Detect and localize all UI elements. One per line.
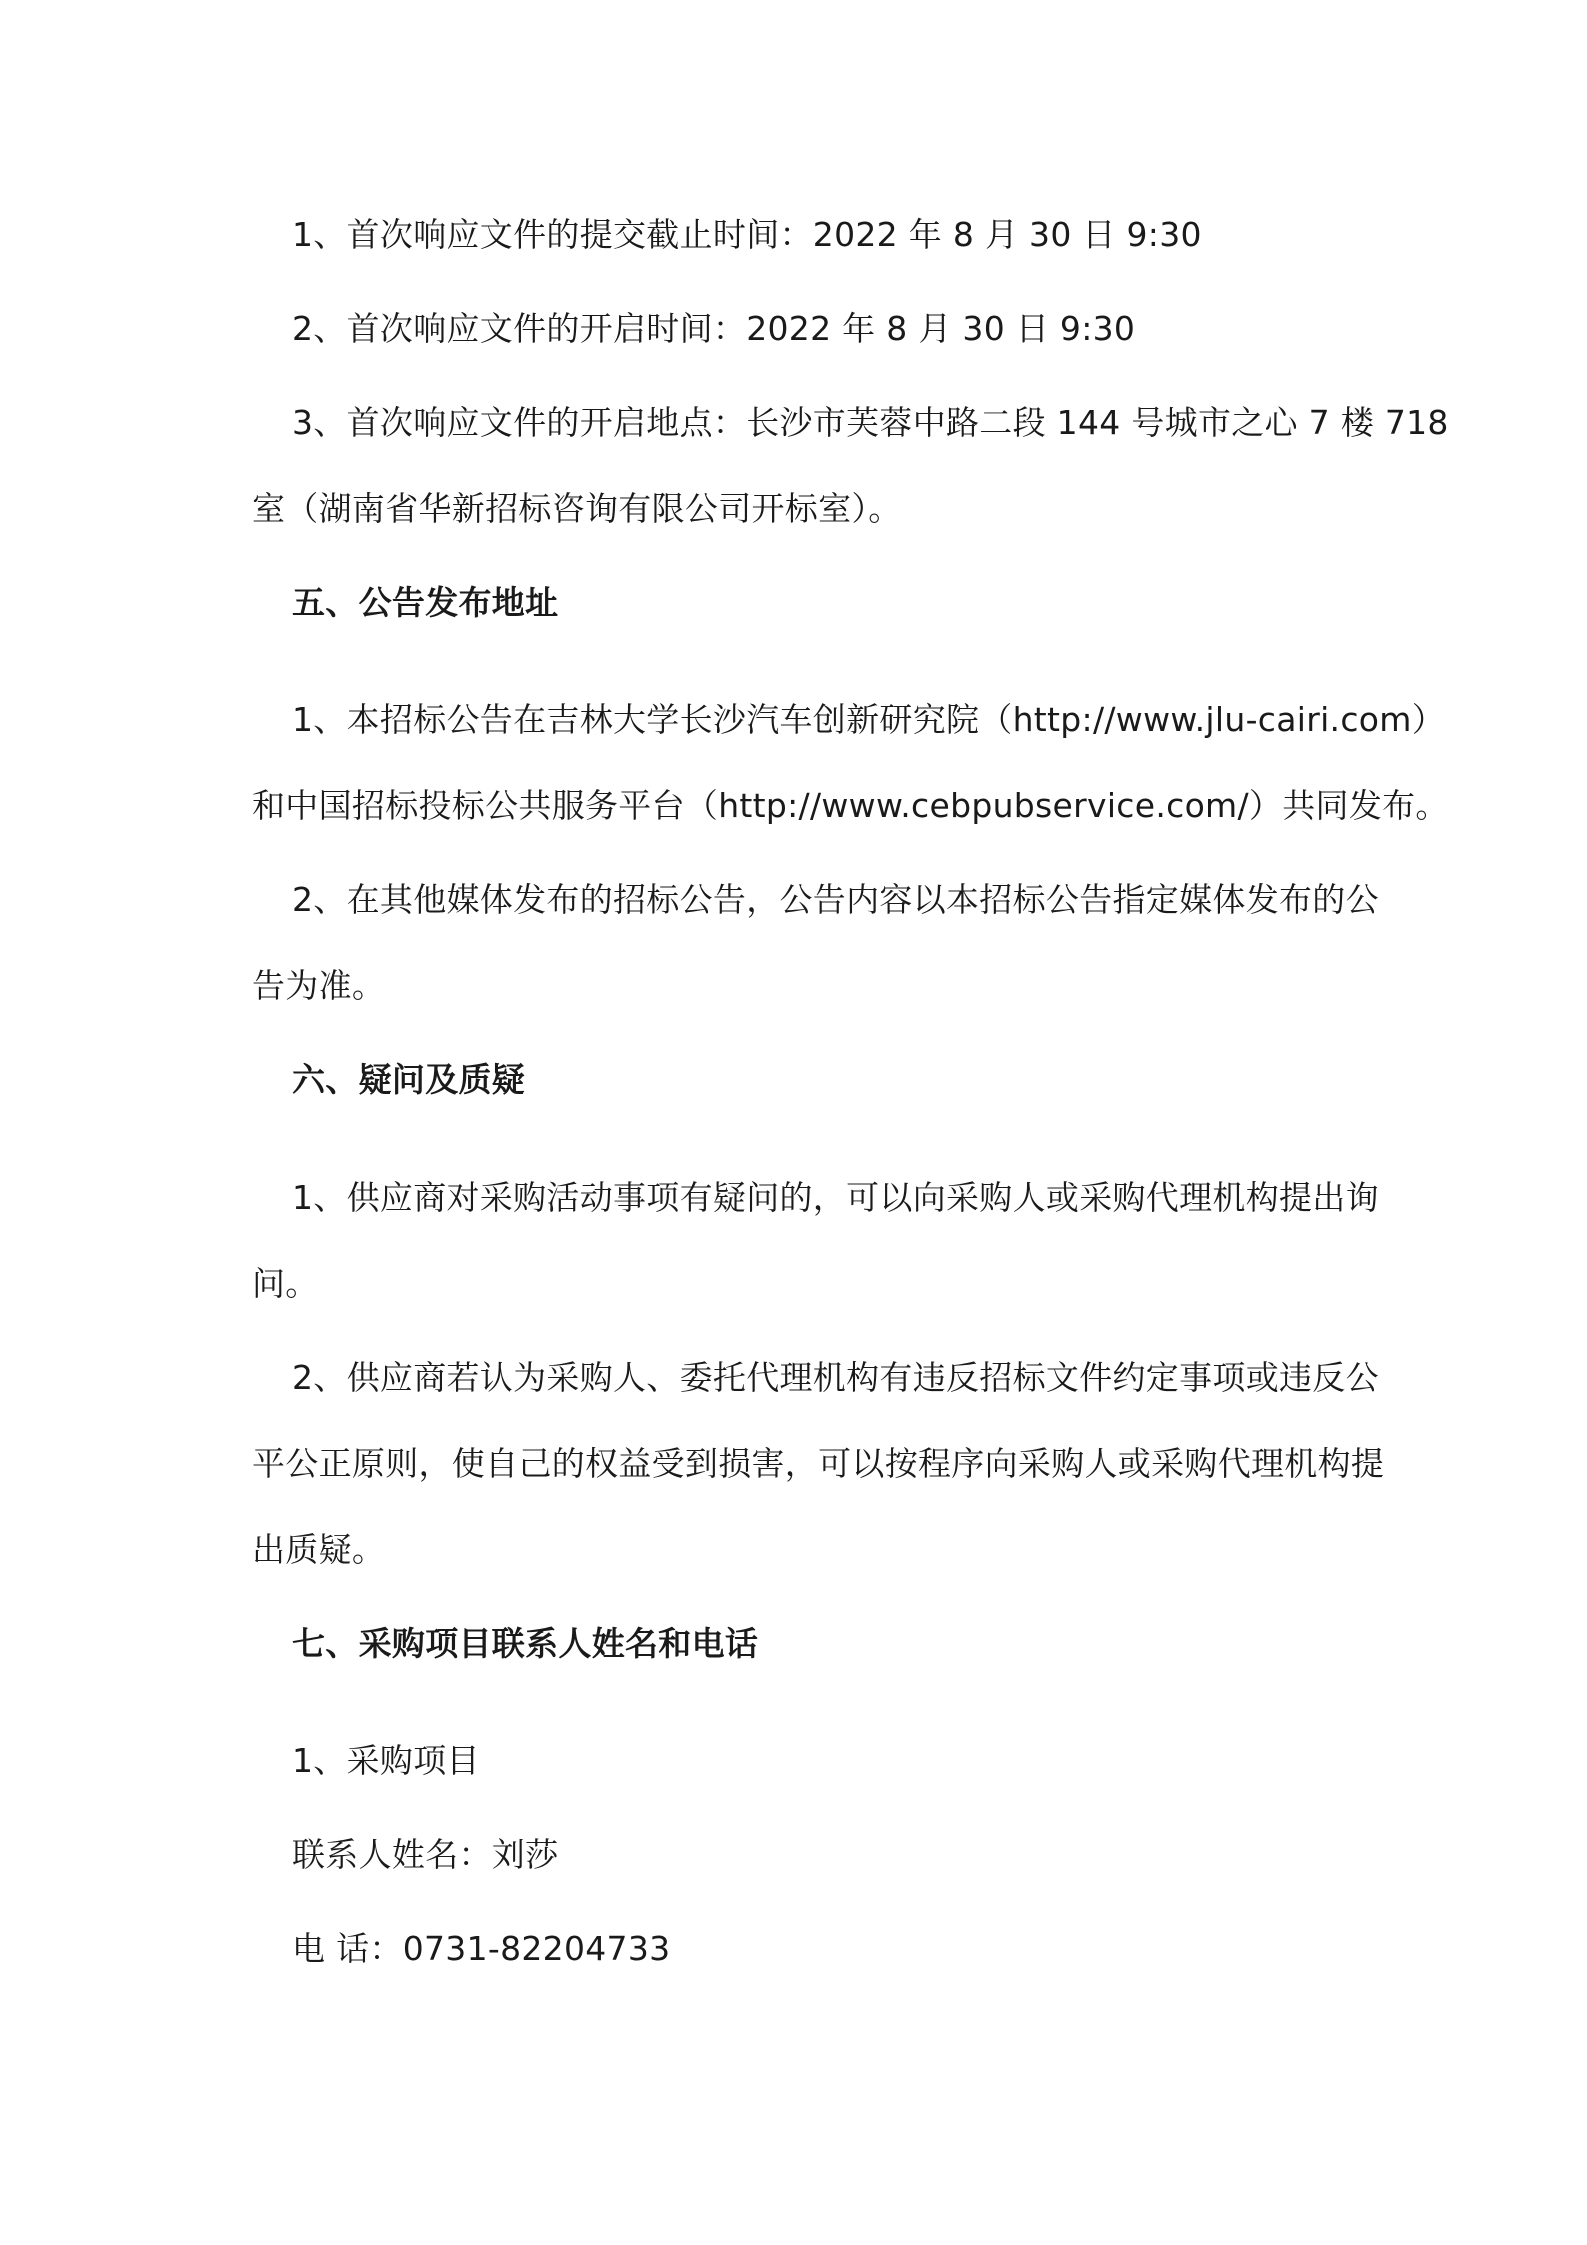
inquiry-line1: 1、供应商对采购活动事项有疑问的，可以向采购人或采购代理机构提出询 — [292, 1178, 1379, 1217]
opening-location-line1: 3、首次响应文件的开启地点：长沙市芙蓉中路二段 144 号城市之心 7 楼 718 — [292, 403, 1449, 442]
challenge-line1: 2、供应商若认为采购人、委托代理机构有违反招标文件约定事项或违反公 — [292, 1358, 1379, 1397]
challenge-line3: 出质疑。 — [252, 1530, 386, 1569]
opening-location-line2: 室（湖南省华新招标咨询有限公司开标室）。 — [252, 489, 902, 528]
publish-site-line2: 和中国招标投标公共服务平台（http://www.cebpubservice.com/）共同发布。 — [252, 786, 1449, 825]
procurement-project-label: 1、采购项目 — [292, 1741, 480, 1780]
challenge-line2: 平公正原则，使自己的权益受到损害，可以按程序向采购人或采购代理机构提 — [252, 1444, 1385, 1483]
contact-name: 联系人姓名：刘莎 — [292, 1835, 559, 1874]
opening-time: 2、首次响应文件的开启时间：2022 年 8 月 30 日 9:30 — [292, 309, 1136, 348]
section-six-heading: 六、疑问及质疑 — [292, 1060, 526, 1099]
inquiry-line2: 问。 — [252, 1264, 319, 1303]
media-note-line1: 2、在其他媒体发布的招标公告，公告内容以本招标公告指定媒体发布的公 — [292, 880, 1379, 919]
section-seven-heading: 七、采购项目联系人姓名和电话 — [292, 1624, 759, 1663]
submission-deadline: 1、首次响应文件的提交截止时间：2022 年 8 月 30 日 9:30 — [292, 215, 1202, 254]
publish-site-line1: 1、本招标公告在吉林大学长沙汽车创新研究院（http://www.jlu-cairi.com） — [292, 700, 1446, 739]
section-five-heading: 五、公告发布地址 — [292, 583, 559, 622]
media-note-line2: 告为准。 — [252, 966, 386, 1005]
contact-phone: 电 话：0731-82204733 — [292, 1929, 671, 1968]
